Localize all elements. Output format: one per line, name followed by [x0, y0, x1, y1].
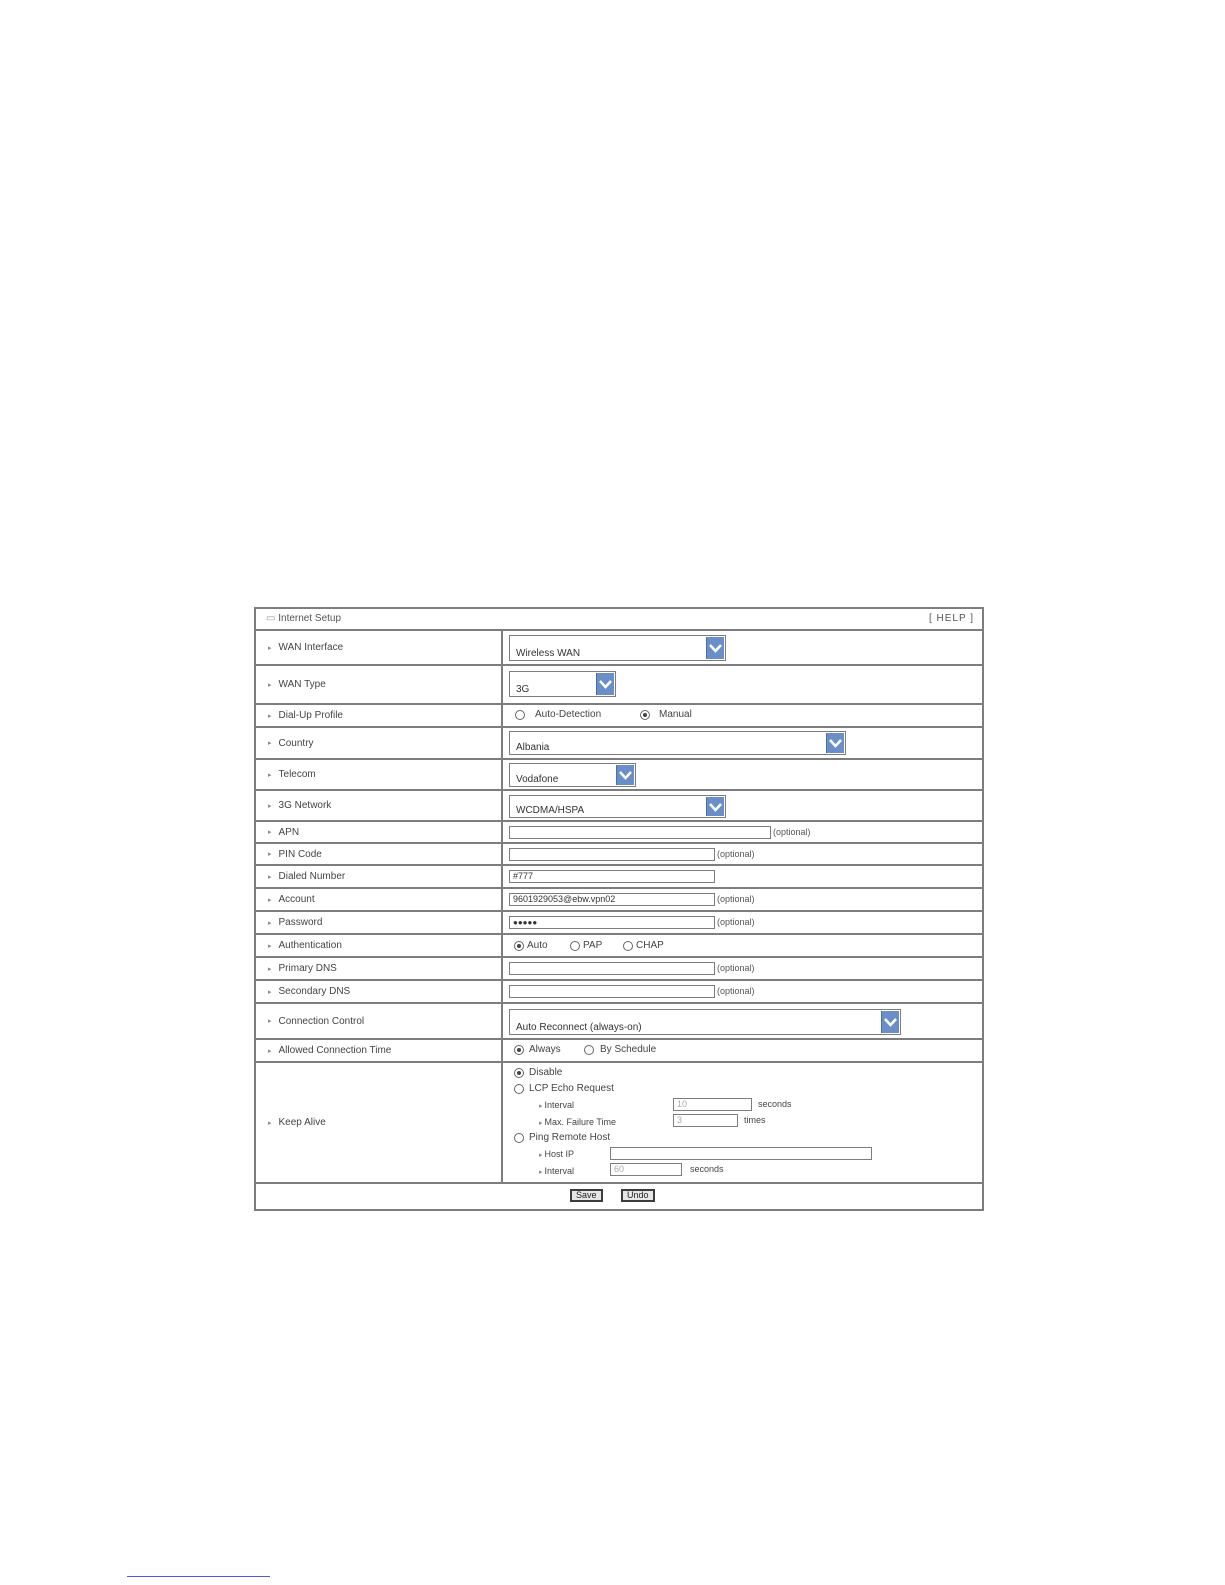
bullet-icon: ▸ — [268, 988, 272, 996]
label-cell — [256, 822, 503, 842]
always-label: Always — [529, 1044, 561, 1055]
bullet-icon: ▸ — [539, 1120, 545, 1127]
row-country — [256, 728, 982, 760]
radio-auth-auto[interactable] — [514, 941, 524, 951]
label-cell — [256, 889, 503, 910]
panel-title-icon: ▭ — [266, 613, 279, 624]
radio-auth-chap[interactable] — [623, 941, 633, 951]
bullet-icon: ▸ — [268, 681, 272, 689]
lcp-interval-input[interactable]: 10 — [673, 1098, 752, 1111]
bullet-icon: ▸ — [268, 802, 272, 810]
primary-dns-input[interactable] — [509, 962, 715, 975]
bullet-icon: ▸ — [268, 919, 272, 927]
bullet-icon: ▸ — [268, 712, 272, 720]
row-primary-dns — [256, 958, 982, 981]
bullet-icon: ▸ — [268, 942, 272, 950]
chevron-down-icon[interactable] — [706, 637, 724, 659]
label-cell — [256, 866, 503, 887]
bullet-icon: ▸ — [268, 829, 272, 836]
save-button[interactable]: Save — [570, 1189, 603, 1202]
apn-input[interactable] — [509, 826, 771, 839]
row-secondary-dns — [256, 981, 982, 1004]
row-authentication — [256, 935, 982, 958]
row-allowed-connection-time — [256, 1040, 982, 1063]
password-input[interactable]: ●●●●● — [509, 916, 715, 929]
row-connection-control — [256, 1004, 982, 1040]
row-3g-network — [256, 791, 982, 822]
ping-interval-label: ▸ Interval — [539, 1166, 574, 1176]
wan-interface-select[interactable]: Wireless WAN — [509, 635, 726, 661]
lcp-echo-label: LCP Echo Request — [529, 1083, 614, 1094]
telecom-label: Telecom — [278, 769, 316, 780]
country-label: Country — [278, 737, 314, 749]
label-cell — [256, 791, 503, 820]
label-cell — [256, 728, 503, 758]
dialed-number-label: Dialed Number — [278, 871, 346, 882]
help-link[interactable]: [ HELP ] — [928, 613, 974, 624]
bullet-icon: ▸ — [268, 771, 272, 779]
bullet-icon: ▸ — [268, 851, 272, 858]
lcp-interval-label: ▸ Interval — [539, 1100, 574, 1110]
panel-header — [256, 609, 982, 631]
row-account — [256, 889, 982, 912]
authentication-label: Authentication — [278, 940, 342, 951]
manual-label: Manual — [659, 709, 692, 720]
secondary-dns-label: Secondary DNS — [278, 986, 351, 997]
label-cell — [256, 912, 503, 933]
optional-hint: (optional) — [717, 986, 755, 996]
bullet-icon: ▸ — [268, 965, 272, 973]
chevron-down-icon[interactable] — [616, 765, 634, 785]
radio-manual[interactable] — [640, 710, 650, 720]
ping-interval-unit: seconds — [690, 1164, 724, 1174]
row-wan-type — [256, 666, 982, 705]
pin-code-input[interactable] — [509, 848, 715, 861]
country-select[interactable]: Albania — [509, 731, 846, 755]
account-label: Account — [278, 894, 315, 905]
optional-hint: (optional) — [773, 827, 811, 837]
chevron-down-icon[interactable] — [706, 797, 724, 816]
panel-title: ▭ Internet Setup — [266, 613, 342, 624]
row-wan-interface — [256, 631, 982, 666]
radio-auto-detection[interactable] — [515, 710, 525, 720]
row-password — [256, 912, 982, 935]
ping-remote-label: Ping Remote Host — [529, 1132, 611, 1143]
row-dialup-profile — [256, 705, 982, 728]
undo-button[interactable]: Undo — [621, 1189, 655, 1202]
auth-auto-label: Auto — [527, 940, 548, 951]
label-cell — [256, 631, 503, 664]
optional-hint: (optional) — [717, 894, 755, 904]
lcp-failure-label: ▸ Max. Failure Time — [539, 1117, 616, 1127]
wan-interface-label: WAN Interface — [278, 642, 344, 653]
telecom-select[interactable]: Vodafone — [509, 763, 636, 787]
chevron-down-icon[interactable] — [881, 1011, 899, 1033]
row-keep-alive — [256, 1063, 982, 1184]
dialed-number-input[interactable]: #777 — [509, 870, 715, 883]
label-cell — [256, 935, 503, 956]
button-bar — [256, 1182, 982, 1209]
allowed-connection-time-label: Allowed Connection Time — [278, 1045, 392, 1056]
lcp-failure-unit: times — [744, 1115, 766, 1125]
radio-auth-pap[interactable] — [570, 941, 580, 951]
radio-disable[interactable] — [514, 1068, 524, 1078]
radio-ping-remote[interactable] — [514, 1133, 524, 1143]
disable-label: Disable — [529, 1067, 563, 1078]
account-input[interactable]: 9601929053@ebw.vpn02 — [509, 893, 715, 906]
wan-type-label: WAN Type — [278, 679, 326, 690]
label-cell — [256, 1004, 503, 1038]
row-telecom — [256, 760, 982, 791]
ping-host-input[interactable] — [610, 1147, 872, 1160]
label-cell — [256, 844, 503, 864]
chevron-down-icon[interactable] — [596, 673, 614, 695]
bullet-icon: ▸ — [539, 1103, 545, 1110]
ping-interval-input[interactable]: 60 — [610, 1163, 682, 1176]
connection-control-select[interactable]: Auto Reconnect (always-on) — [509, 1009, 901, 1035]
radio-by-schedule[interactable] — [584, 1045, 594, 1055]
pin-code-label: PIN Code — [278, 848, 322, 860]
bullet-icon: ▸ — [268, 740, 272, 747]
3g-network-label: 3G Network — [278, 800, 332, 811]
primary-dns-label: Primary DNS — [278, 963, 337, 974]
optional-hint: (optional) — [717, 917, 755, 927]
bullet-icon: ▸ — [268, 896, 272, 904]
keep-alive-label: Keep Alive — [278, 1117, 326, 1128]
connection-control-label: Connection Control — [278, 1015, 365, 1027]
chevron-down-icon[interactable] — [826, 733, 844, 753]
bullet-icon: ▸ — [268, 644, 272, 652]
row-apn — [256, 822, 982, 844]
wan-type-select[interactable]: 3G — [509, 671, 616, 697]
internet-setup-panel — [254, 607, 984, 1211]
radio-always[interactable] — [514, 1045, 524, 1055]
ping-host-label: ▸ Host IP — [539, 1149, 574, 1159]
password-label: Password — [278, 917, 323, 928]
label-cell — [256, 705, 503, 726]
bullet-icon: ▸ — [539, 1152, 545, 1159]
3g-network-select[interactable]: WCDMA/HSPA — [509, 795, 726, 818]
footnote-link-underline — [127, 1576, 270, 1577]
optional-hint: (optional) — [717, 849, 755, 859]
bullet-icon: ▸ — [268, 1047, 272, 1055]
lcp-failure-input[interactable]: 3 — [673, 1114, 738, 1127]
row-dialed-number — [256, 866, 982, 889]
auth-chap-label: CHAP — [636, 940, 664, 951]
secondary-dns-input[interactable] — [509, 985, 715, 998]
bullet-icon: ▸ — [268, 873, 272, 881]
radio-lcp-echo[interactable] — [514, 1084, 524, 1094]
auto-detection-label: Auto-Detection — [535, 709, 602, 720]
bullet-icon: ▸ — [268, 1119, 272, 1127]
auth-pap-label: PAP — [583, 940, 603, 951]
lcp-interval-unit: seconds — [758, 1099, 792, 1109]
label-cell — [256, 1063, 503, 1182]
dialup-profile-label: Dial-Up Profile — [278, 710, 343, 721]
bullet-icon: ▸ — [539, 1169, 545, 1176]
bullet-icon: ▸ — [268, 1018, 272, 1025]
label-cell — [256, 760, 503, 789]
by-schedule-label: By Schedule — [600, 1044, 657, 1055]
label-cell — [256, 1040, 503, 1061]
apn-label: APN — [278, 826, 300, 838]
label-cell — [256, 981, 503, 1002]
optional-hint: (optional) — [717, 963, 755, 973]
label-cell — [256, 958, 503, 979]
label-cell — [256, 666, 503, 703]
row-pin-code — [256, 844, 982, 866]
